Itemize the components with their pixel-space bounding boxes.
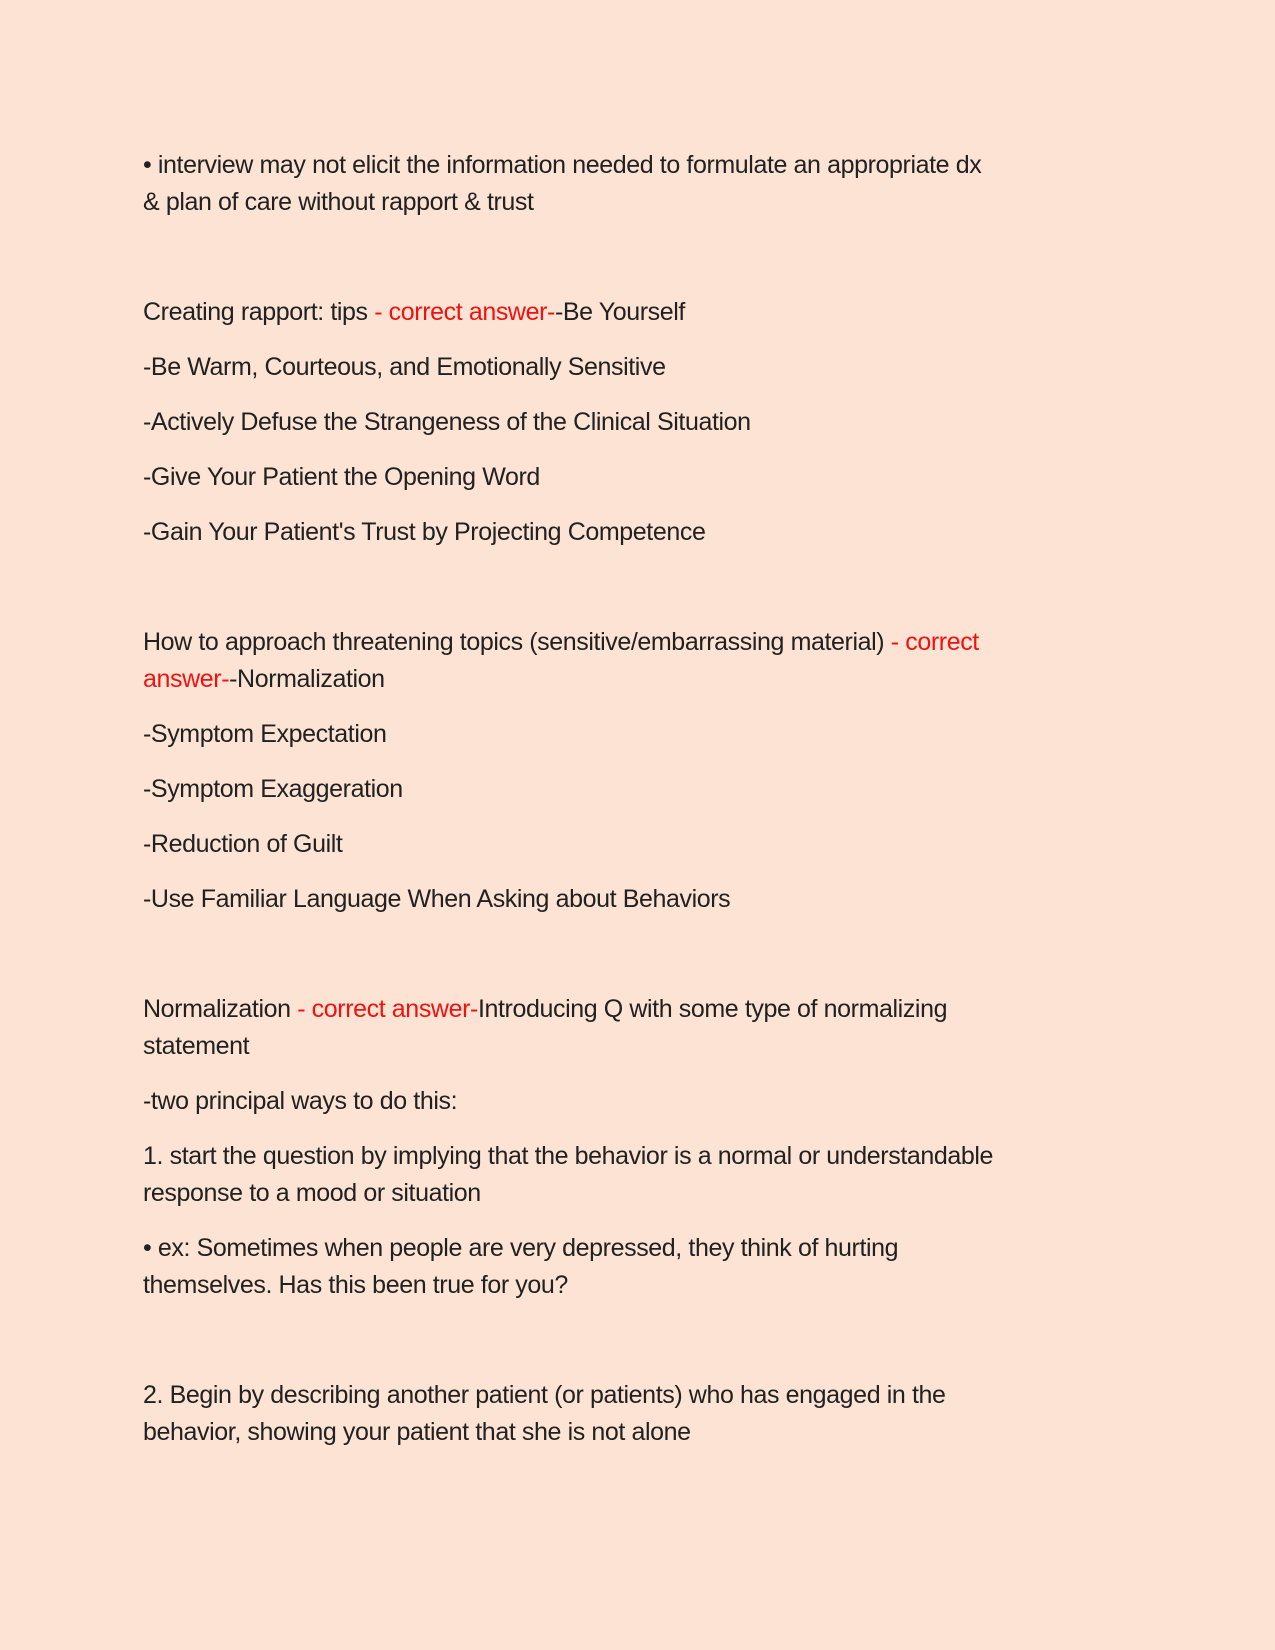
paragraph <box>143 294 1215 331</box>
paragraph <box>143 404 1215 441</box>
paragraph <box>143 1230 1215 1304</box>
text-segment: -Symptom Exaggeration <box>143 775 403 803</box>
paragraph <box>143 1083 1215 1120</box>
text-segment: -Normalization <box>229 665 385 693</box>
text-segment: -Be Yourself <box>554 298 685 326</box>
text-segment: Normalization <box>143 995 298 1023</box>
section-gap <box>143 239 1215 294</box>
text-segment: -Actively Defuse the Strangeness of the Clinical Situation <box>143 408 751 436</box>
section-gap <box>143 1322 1215 1377</box>
text-segment: -Symptom Expectation <box>143 720 387 748</box>
paragraph <box>143 716 1215 753</box>
text-segment: -Give Your Patient the Opening Word <box>143 463 540 491</box>
paragraph <box>143 514 1215 551</box>
text-segment: 1. start the question by implying that the behavior is a normal or understandable <box>143 1142 994 1170</box>
paragraph <box>143 881 1215 918</box>
paragraph <box>143 624 1215 698</box>
text-segment: -Reduction of Guilt <box>143 830 343 858</box>
paragraph <box>143 771 1215 808</box>
paragraph <box>143 459 1215 496</box>
correct-answer-label: - correct answer- <box>297 995 478 1023</box>
text-segment: How to approach threatening topics (sensitive/embarrassing material) <box>143 628 891 656</box>
text-segment: statement <box>143 1032 250 1060</box>
text-segment: -Use Familiar Language When Asking about Behaviors <box>143 885 731 913</box>
correct-answer-label: - correct answer- <box>374 298 555 326</box>
text-segment: -Gain Your Patient's Trust by Projecting Competence <box>143 518 706 546</box>
paragraph <box>143 349 1215 386</box>
text-segment: Creating rapport: tips <box>143 298 375 326</box>
text-segment: Introducing Q with some type of normalizing <box>477 995 948 1023</box>
paragraph <box>143 826 1215 863</box>
correct-answer-label: - correct <box>890 628 979 656</box>
text-segment: & plan of care without rapport & trust <box>143 188 534 216</box>
text-segment: -two principal ways to do this: <box>143 1087 458 1115</box>
text-segment: • ex: Sometimes when people are very depressed, they think of hurting <box>143 1234 899 1262</box>
correct-answer-label: answer- <box>143 665 230 693</box>
text-segment: -Be Warm, Courteous, and Emotionally Sensitive <box>143 353 666 381</box>
paragraph <box>143 991 1215 1065</box>
text-segment: response to a mood or situation <box>143 1179 481 1207</box>
text-segment: • interview may not elicit the information needed to formulate an appropriate dx <box>143 151 982 179</box>
paragraph <box>143 147 1215 221</box>
paragraph <box>143 1138 1215 1212</box>
text-segment: behavior, showing your patient that she is not alone <box>143 1418 691 1446</box>
section-gap <box>143 569 1215 624</box>
section-gap <box>143 936 1215 991</box>
text-segment: themselves. Has this been true for you? <box>143 1271 568 1299</box>
text-segment: 2. Begin by describing another patient (or patients) who has engaged in the <box>143 1381 946 1409</box>
paragraph <box>143 1377 1215 1451</box>
